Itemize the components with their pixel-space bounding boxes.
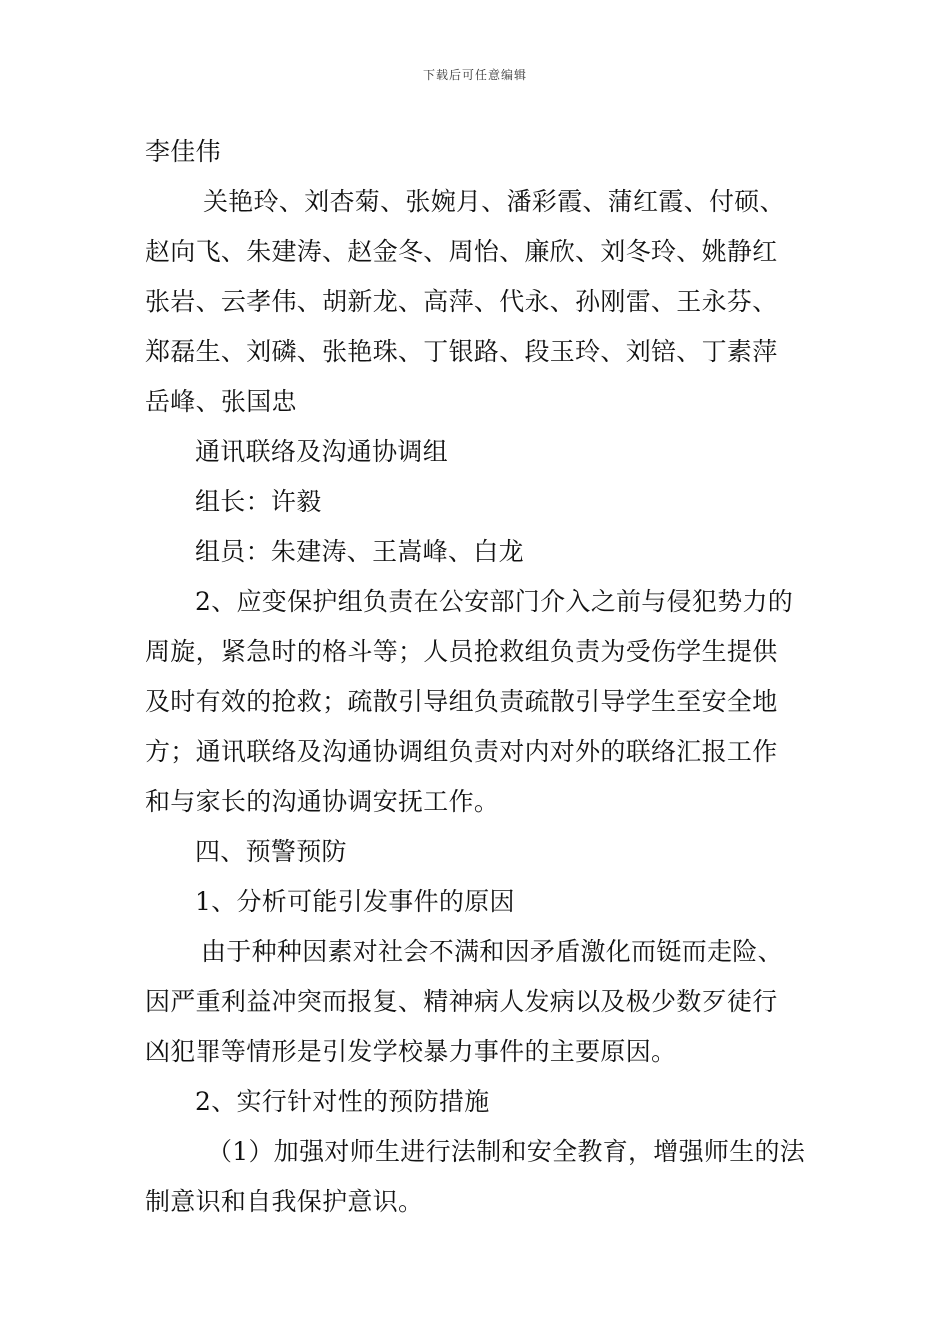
text-line: 凶犯罪等情形是引发学校暴力事件的主要原因。	[145, 1037, 677, 1066]
text-line: 关艳玲、刘杏菊、张婉月、潘彩霞、蒲红霞、付硕、	[203, 187, 785, 216]
text-line: 组长：许毅	[195, 487, 322, 516]
subsection-title: 2、实行针对性的预防措施	[195, 1087, 490, 1116]
text-line: 由于种种因素对社会不满和因矛盾激化而铤而走险、	[201, 937, 783, 966]
section-title: 四、预警预防	[195, 837, 347, 866]
text-line: 组员：朱建涛、王嵩峰、白龙	[195, 537, 524, 566]
text-line: 2、应变保护组负责在公安部门介入之前与侵犯势力的	[195, 587, 794, 616]
text-line: 因严重利益冲突而报复、精神病人发病以及极少数歹徒行	[145, 987, 778, 1016]
text-line: 方；通讯联络及沟通协调组负责对内对外的联络汇报工作	[145, 737, 778, 766]
text-line: 郑磊生、刘磷、张艳珠、丁银路、段玉玲、刘锫、丁素萍	[145, 337, 778, 366]
text-line: 和与家长的沟通协调安抚工作。	[145, 787, 500, 816]
section-title: 通讯联络及沟通协调组	[195, 437, 449, 466]
text-line: 赵向飞、朱建涛、赵金冬、周怡、廉欣、刘冬玲、姚静红	[145, 237, 778, 266]
text-line: （1）加强对师生进行法制和安全教育，增强师生的法	[207, 1137, 806, 1166]
page-header: 下载后可任意编辑	[422, 68, 527, 82]
subsection-title: 1、分析可能引发事件的原因	[195, 887, 515, 916]
text-line: 制意识和自我保护意识。	[145, 1187, 424, 1216]
text-line: 及时有效的抢救；疏散引导组负责疏散引导学生至安全地	[145, 687, 778, 716]
text-line: 周旋，紧急时的格斗等；人员抢救组负责为受伤学生提供	[145, 637, 778, 666]
text-line: 岳峰、张国忠	[145, 387, 297, 416]
text-line: 张岩、云孝伟、胡新龙、高萍、代永、孙刚雷、王永芬、	[145, 287, 778, 316]
text-line: 李佳伟	[145, 137, 221, 166]
document-body	[145, 127, 810, 1227]
